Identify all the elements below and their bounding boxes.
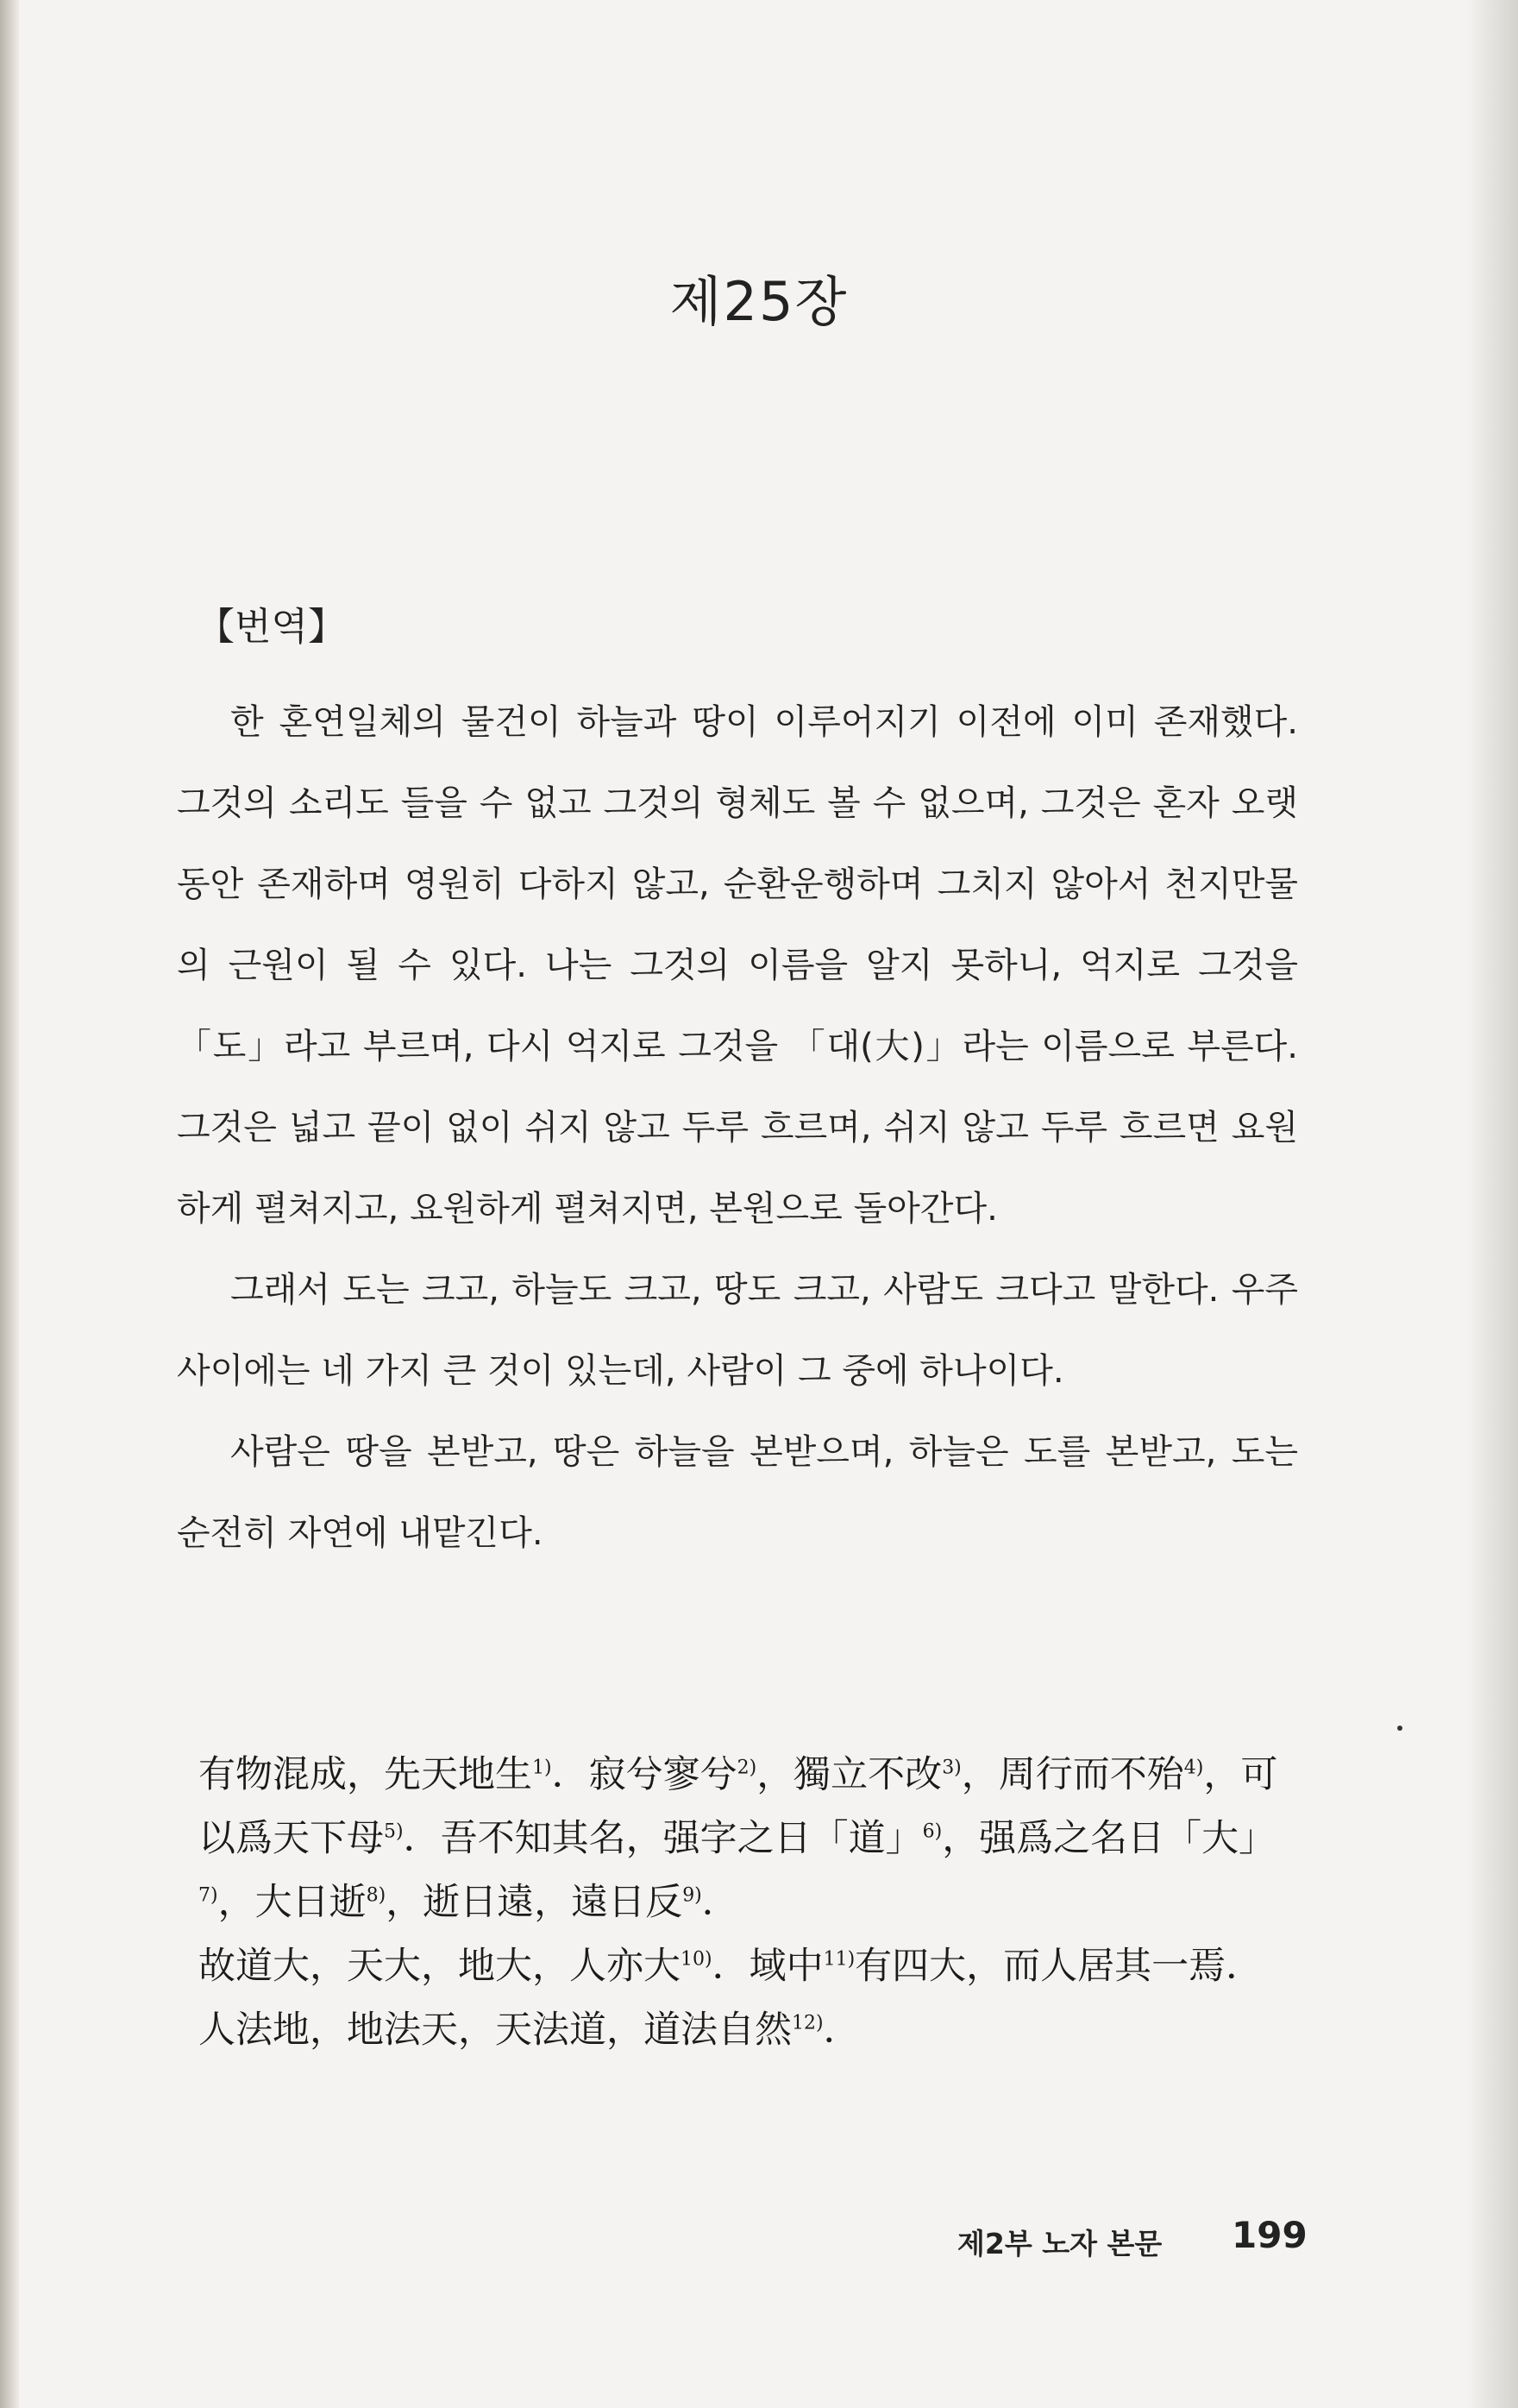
translation-paragraph: 그래서 도는 크고, 하늘도 크고, 땅도 크고, 사람도 크다고 말한다. 우주 사이에는 네 가지 큰 것이 있는데, 사람이 그 중에 하나이다. bbox=[177, 1270, 1298, 1391]
original-segment: ． bbox=[701, 1881, 739, 1924]
original-segment: ，獨立不改 bbox=[756, 1753, 943, 1796]
original-segment: ，周行而不殆 bbox=[961, 1753, 1184, 1796]
translation-body bbox=[177, 682, 1298, 1574]
original-segment: ．吾不知其名，强字之日「道」 bbox=[403, 1817, 923, 1860]
original-paragraph bbox=[198, 1934, 1294, 2062]
footnote-ref: 4) bbox=[1183, 1757, 1204, 1779]
footnote-ref: 12) bbox=[792, 2012, 824, 2034]
footnote-ref: 9) bbox=[682, 1884, 702, 1907]
original-segment: 故道大，天大，地大，人亦大 bbox=[198, 1945, 681, 1988]
original-segment: ．域中 bbox=[712, 1945, 824, 1988]
original-paragraph bbox=[198, 1743, 1294, 1934]
original-segment: 有四大，而人居其一焉．人法地，地法天，天法道，道法自然 bbox=[198, 1945, 1264, 2052]
original-segment: ，大日逝 bbox=[217, 1881, 367, 1924]
footnote-ref: 6) bbox=[922, 1820, 943, 1843]
translation-paragraph: 사람은 땅을 본받고, 땅은 하늘을 본받으며, 하늘은 도를 본받고, 도는 순전히 자연에 내맡긴다. bbox=[177, 1432, 1298, 1553]
footnote-ref: 5) bbox=[384, 1820, 404, 1843]
footnote-ref: 3) bbox=[942, 1757, 962, 1779]
footnote-ref: 7) bbox=[198, 1884, 218, 1907]
original-text bbox=[198, 1743, 1294, 2062]
translation-heading: 【번역】 bbox=[197, 605, 347, 649]
original-segment: 有物混成，先天地生 bbox=[198, 1753, 532, 1796]
original-segment: ，强爲之名日「大」 bbox=[942, 1817, 1276, 1860]
original-segment: ，逝日遠，遠日反 bbox=[386, 1881, 683, 1924]
footnote-ref: 10) bbox=[681, 1948, 712, 1971]
footnote-ref: 1) bbox=[532, 1757, 552, 1779]
original-segment: ．寂兮寥兮 bbox=[551, 1753, 737, 1796]
chapter-title: 제25장 bbox=[669, 270, 849, 333]
original-segment: ，可以爲天下母 bbox=[198, 1753, 1278, 1860]
page-number: 199 bbox=[1232, 2214, 1308, 2256]
page-edge-shadow-left bbox=[0, 0, 19, 2408]
stray-dot-mark bbox=[1397, 1726, 1402, 1731]
footnote-ref: 8) bbox=[366, 1884, 386, 1907]
original-segment: ． bbox=[823, 2009, 861, 2052]
page-edge-shadow-right bbox=[1466, 0, 1518, 2408]
footnote-ref: 11) bbox=[823, 1948, 856, 1971]
footnote-ref: 2) bbox=[737, 1757, 757, 1779]
running-footer: 제2부 노자 본문 bbox=[957, 2227, 1163, 2260]
translation-paragraph: 한 혼연일체의 물건이 하늘과 땅이 이루어지기 이전에 이미 존재했다. 그것의 소리도 들을 수 없고 그것의 형체도 볼 수 없으며, 그것은 혼자 오랫동안 존재하며 영원히 다하지 않고, 순환운행하며 그치지 않아서 천지만물의 근원이 될 수 있다. 나는 그것의 이름을 알지 못하니, 억지로 그것을 「도」라고 부르며, 다시 억지로 그것을 「대(大)」라는 이름으로 부른다. 그것은 넓고 끝이 없이 쉬지 않고 두루 흐르며, 쉬지 않고 두루 흐르면 요원하게 펼쳐지고, 요원하게 펼쳐지면, 본원으로 돌아간다. bbox=[177, 702, 1298, 1229]
